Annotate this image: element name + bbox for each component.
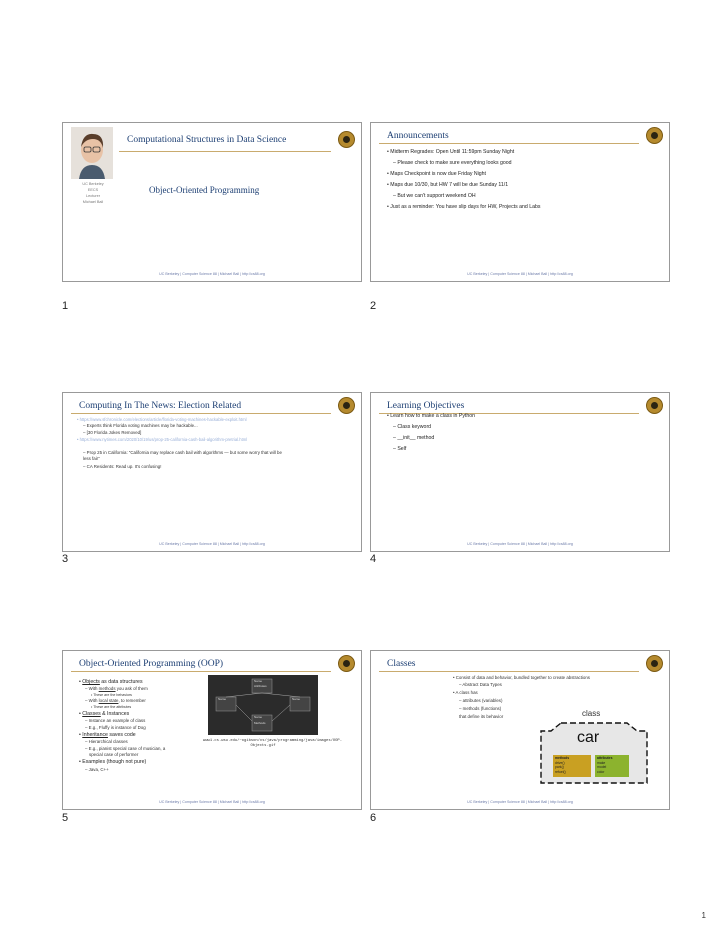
title-rule (379, 143, 639, 144)
attributes-title: attributes (597, 756, 613, 760)
sub-bullet: – [30 Florida Jokes Removed] (83, 430, 142, 435)
university-seal (338, 397, 355, 414)
slide-number: 3 (62, 553, 69, 565)
method-item: refuel() (555, 769, 566, 774)
slide-3 (62, 392, 362, 552)
university-seal (338, 655, 355, 672)
slide-title: Classes (387, 659, 416, 669)
diagram-caption: www1.cs.wsu.edu/~ogibson/cs/java/programming/java/images/OOP-Objects.gif (203, 739, 342, 748)
sub-bullet: – Java, C++ (85, 767, 109, 772)
diagram-label: Methods (254, 721, 266, 725)
news-link[interactable]: • https://www.nytimes.com/2020/10/19/us/prop-25-california-cash-bail-algorithm-pretrial.html (77, 437, 248, 442)
presenter-line: EECS (87, 188, 99, 192)
sub-bullet: – CA Residents: Read up. It's confusing! (83, 464, 162, 469)
presenter-photo (71, 127, 113, 179)
attribute-item: model (597, 765, 607, 770)
sub-bullet: – methods (functions) (459, 706, 502, 711)
sub-bullet: special case of performer (89, 752, 139, 757)
slide-1 (62, 122, 362, 282)
bullet: • Classes & Instances (79, 711, 130, 717)
sub-bullet: that define its behavior (459, 714, 504, 719)
presenter-info (67, 181, 119, 205)
slide-number: 2 (370, 300, 377, 312)
sub-bullet: – Class keyword (393, 424, 432, 430)
sub-bullet: – E.g., Fluffy is instance of Dog (85, 725, 146, 730)
slide-footer: UC Berkeley | Computer Science 88 | Michael Ball | http://cs88.org (159, 542, 265, 546)
slide-2 (370, 122, 670, 282)
slide-number: 6 (370, 812, 377, 824)
slide-6 (370, 650, 670, 810)
bullet: • Inheritance saves code (79, 732, 136, 738)
bullet: • Just as a reminder: You have slip days for HW, Projects and Labs (387, 204, 541, 210)
bullet: • Consist of data and behavior, bundled together to create abstractions (453, 675, 591, 680)
slide-footer: UC Berkeley | Computer Science 88 | Michael Ball | http://cs88.org (467, 800, 573, 804)
diagram-label: Name (254, 679, 263, 683)
sub-bullet: – But we can't support weekend OH (393, 193, 476, 199)
sub-bullet: – E.g., pianist special case of musician, a (85, 746, 166, 751)
methods-title: methods (555, 756, 570, 760)
sub-bullet: – Hierarchical classes (85, 739, 128, 744)
class-label: class (582, 709, 601, 718)
university-seal (646, 127, 663, 144)
method-item: park() (555, 765, 564, 770)
title-rule (71, 671, 331, 672)
method-item: drive() (555, 760, 565, 765)
slide-footer: UC Berkeley | Computer Science 88 | Michael Ball | http://cs88.org (159, 800, 265, 804)
diagram-label: Attributes (254, 684, 267, 688)
presenter-line: Michael Ball (82, 200, 104, 204)
slide-5 (62, 650, 362, 810)
slide-title: Computational Structures in Data Science (127, 135, 287, 145)
presenter-line: Lecturer (86, 194, 100, 198)
slide-number: 5 (62, 812, 69, 824)
bullet: • Learn how to make a class in Python (387, 413, 476, 419)
bullet: • A class has (453, 690, 478, 695)
slide-title: Object-Oriented Programming (OOP) (79, 659, 224, 669)
page-number: 1 (701, 911, 706, 920)
methods-box (555, 756, 569, 774)
sub-sub-bullet: • These are the attributes (91, 705, 132, 709)
sub-bullet: – __init__ method (393, 435, 435, 441)
slide-number: 4 (370, 553, 377, 565)
slide-footer: UC Berkeley | Computer Science 88 | Michael Ball | http://cs88.org (467, 542, 573, 546)
slide-subtitle: Object-Oriented Programming (149, 185, 260, 195)
sub-bullet: – Please check to make sure everything looks good (393, 160, 512, 166)
slide-title: Learning Objectives (387, 401, 465, 411)
diagram-label: Name (254, 715, 263, 719)
attribute-item: make (597, 760, 606, 765)
sub-sub-bullet: • These are the behaviors (91, 693, 132, 697)
bullet: • Objects as data structures (79, 679, 143, 685)
sub-bullet: – Abstract Data Types (459, 682, 502, 687)
sub-bullet: – Instance an example of class (85, 718, 146, 723)
slide-footer: UC Berkeley | Computer Science 88 | Michael Ball | http://cs88.org (467, 272, 573, 276)
university-seal (646, 655, 663, 672)
university-seal (646, 397, 663, 414)
attribute-item: color (597, 769, 605, 774)
slide-title: Announcements (387, 131, 449, 141)
title-rule (379, 671, 639, 672)
sub-bullet: – attributes (variables) (459, 698, 503, 703)
class-graphic (539, 721, 649, 787)
sub-bullet: – With local state, to remember (85, 698, 146, 703)
university-seal (338, 131, 355, 148)
news-link[interactable]: • https://www.sfchronicle.com/elections/article/florida-voting-machines-hackable-exploit.html (77, 417, 247, 422)
slide-number: 1 (62, 300, 69, 312)
bullet: • Midterm Regrades: Open Until 11:59pm Sunday Night (387, 149, 515, 155)
diagram-label: Name (218, 697, 227, 701)
sub-bullet: – With methods you ask of them (85, 686, 148, 691)
title-rule (119, 151, 331, 152)
slide-title: Computing In The News: Election Related (79, 401, 242, 411)
oop-diagram (208, 675, 318, 735)
sub-bullet: – Prop 25 in California: “California may replace cash bail with algorithms — but some worry that will be less fair” (83, 450, 282, 461)
diagram-label: Name (292, 697, 301, 701)
bullet: • Maps due 10/30, but HW 7 will be due Sunday 11/1 (387, 182, 509, 188)
title-rule (71, 413, 331, 414)
slide-4 (370, 392, 670, 552)
bullet: • Examples (though not pure) (79, 759, 147, 765)
sub-bullet: – Experts think Florida voting machines may be hackable... (83, 423, 198, 428)
attributes-box (597, 756, 612, 774)
slide-footer: UC Berkeley | Computer Science 88 | Michael Ball | http://cs88.org (159, 272, 265, 276)
class-name: car (577, 729, 600, 746)
presenter-line: UC Berkeley (82, 182, 104, 186)
bullet: • Maps Checkpoint is now due Friday Night (387, 171, 486, 177)
sub-bullet: – Self (393, 446, 407, 452)
